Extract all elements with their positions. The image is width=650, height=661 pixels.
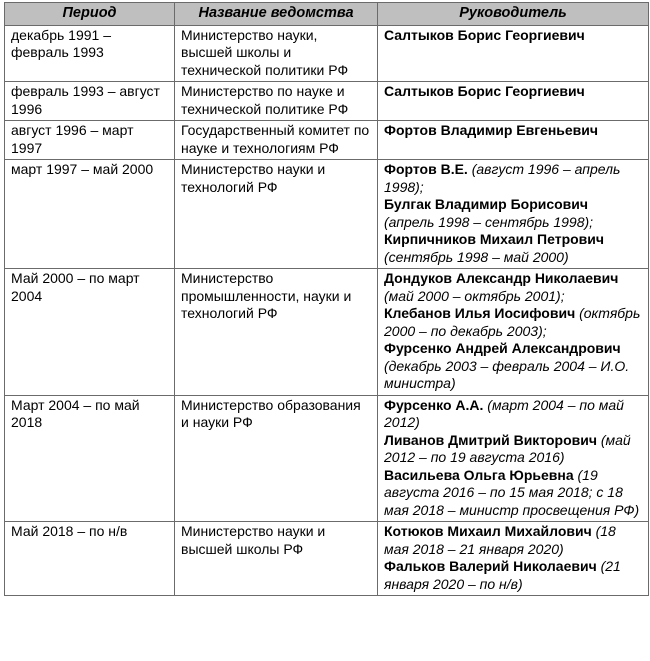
ministries-table — [4, 2, 649, 596]
leader-entry — [384, 432, 642, 467]
table-row — [5, 82, 649, 121]
leader-term: (декабрь 2003 – февраль 2004 – И.О. министра) — [384, 357, 630, 391]
period-cell: Май 2018 – по н/в — [5, 522, 175, 596]
leader-name: Булгак Владимир Борисович — [384, 196, 589, 212]
leader-entry — [384, 83, 642, 101]
leader-name: Васильева Ольга Юрьевна — [384, 466, 574, 483]
agency-cell: Министерство науки и технологий РФ — [175, 160, 378, 269]
leader-entry — [384, 270, 642, 305]
agency-cell: Министерство промышленности, науки и технологий РФ — [175, 269, 378, 396]
period-cell: март 1997 – май 2000 — [5, 160, 175, 269]
agency-cell: Министерство науки и высшей школы РФ — [175, 522, 378, 596]
table-row — [5, 160, 649, 269]
leader-cell — [378, 269, 649, 396]
header-leader: Руководитель — [378, 3, 649, 26]
leader-cell — [378, 25, 649, 82]
leader-name: Салтыков Борис Георгиевич — [384, 83, 585, 99]
leader-entry — [384, 558, 642, 593]
leader-term: (март 2004 – по май 2012) — [384, 396, 624, 430]
leader-term: (август 1996 – апрель 1998); — [384, 161, 621, 195]
table-row — [5, 395, 649, 522]
agency-cell: Министерство науки, высшей школы и технической политики РФ — [175, 25, 378, 82]
agency-cell: Министерство образования и науки РФ — [175, 395, 378, 522]
leader-term: (21 января 2020 – по н/в) — [384, 558, 621, 592]
leader-entry — [384, 196, 642, 231]
period-cell: февраль 1993 – август 1996 — [5, 82, 175, 121]
leader-name: Котюков Михаил Михайлович — [384, 523, 592, 539]
leader-entry — [384, 523, 642, 558]
table-row — [5, 522, 649, 596]
leader-name: Фальков Валерий Николаевич — [384, 558, 597, 574]
period-cell: Март 2004 – по май 2018 — [5, 395, 175, 522]
leader-cell — [378, 121, 649, 160]
leader-entry — [384, 397, 642, 432]
leader-name: Клебанов Илья Иосифович — [384, 305, 576, 321]
period-cell: август 1996 – март 1997 — [5, 121, 175, 160]
period-cell: Май 2000 – по март 2004 — [5, 269, 175, 396]
leader-name: Фурсенко А.А. — [384, 396, 484, 413]
leader-name: Кирпичников Михаил Петрович — [384, 231, 605, 247]
leader-name: Фортов В.Е. — [384, 161, 468, 177]
period-cell: декабрь 1991 – февраль 1993 — [5, 25, 175, 82]
leader-entry — [384, 305, 642, 340]
leader-cell — [378, 82, 649, 121]
leader-name: Фурсенко Андрей Александрович — [384, 340, 621, 356]
leader-term: (19 августа 2016 – по 15 мая 2018; с 18 мая 2018 – министр просвещения РФ) — [384, 466, 640, 518]
leader-term: (май 2012 – по 19 августа 2016) — [384, 431, 631, 465]
table-row — [5, 25, 649, 82]
leader-entry — [384, 122, 642, 140]
leader-name: Дондуков Александр Николаевич — [384, 270, 619, 286]
leader-term: (апрель 1998 – сентябрь 1998); — [384, 213, 594, 230]
header-period: Период — [5, 3, 175, 26]
leader-name: Ливанов Дмитрий Викторович — [384, 431, 597, 448]
leader-cell — [378, 395, 649, 522]
leader-entry — [384, 27, 642, 45]
leader-term: (октябрь 2000 – по декабрь 2003); — [384, 305, 641, 339]
leader-name: Салтыков Борис Георгиевич — [384, 26, 585, 43]
leader-cell — [378, 522, 649, 596]
leader-term: (сентябрь 1998 – май 2000) — [384, 248, 569, 265]
leader-term: (18 мая 2018 – 21 января 2020) — [384, 523, 616, 557]
header-agency: Название ведомства — [175, 3, 378, 26]
leader-entry — [384, 340, 642, 393]
leader-entry — [384, 161, 642, 196]
header-row — [5, 3, 649, 26]
agency-cell: Государственный комитет по науке и технологиям РФ — [175, 121, 378, 160]
table-row — [5, 121, 649, 160]
leader-name: Фортов Владимир Евгеньевич — [384, 122, 599, 138]
leader-entry — [384, 467, 642, 520]
leader-cell — [378, 160, 649, 269]
leader-entry — [384, 231, 642, 266]
leader-term: (май 2000 – октябрь 2001); — [384, 287, 565, 304]
agency-cell: Министерство по науке и технической политике РФ — [175, 82, 378, 121]
table-row — [5, 269, 649, 396]
